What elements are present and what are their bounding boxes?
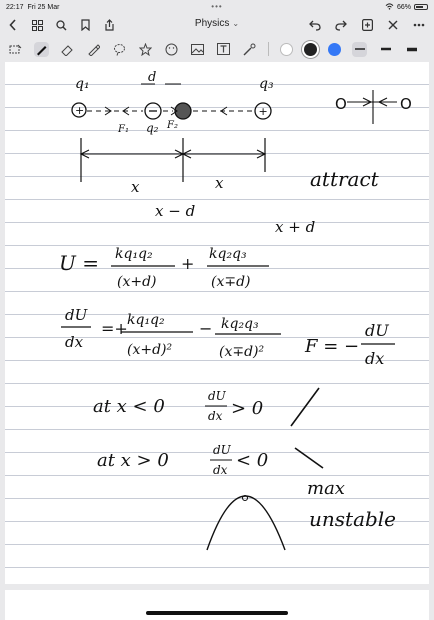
case1-label: at x < 0 — [93, 396, 165, 417]
max-label: max — [307, 478, 345, 499]
case1-dU: dU — [208, 389, 226, 403]
svg-text:+: + — [75, 104, 85, 117]
case1-relation: > 0 — [231, 398, 264, 419]
deriv-equals: =+ — [101, 319, 128, 338]
unstable-label: unstable — [309, 507, 397, 531]
document-title[interactable]: Physics ⌄ — [194, 18, 240, 29]
status-time: 22:17 — [6, 3, 24, 11]
d-top-label: d — [148, 70, 157, 85]
force-label: F = − — [305, 336, 360, 357]
color-swatch-black[interactable] — [304, 43, 317, 56]
x-minus-d-label: x − d — [155, 202, 196, 220]
q2-label: q₂ — [146, 121, 159, 135]
U-term1-denominator: (x+d) — [117, 274, 157, 290]
text-icon[interactable] — [216, 42, 231, 57]
deriv-term1-numerator: kq₁q₂ — [127, 312, 165, 328]
f1-label: F₁ — [118, 124, 129, 135]
parabola-sketch — [207, 496, 285, 550]
svg-text:+: + — [258, 105, 268, 118]
home-indicator[interactable] — [146, 611, 288, 615]
dU-numerator: dU — [65, 306, 88, 324]
redo-icon[interactable] — [334, 18, 348, 32]
deriv-term1-denominator: (x+d)² — [127, 342, 173, 358]
highlighter-icon[interactable] — [86, 42, 101, 57]
add-page-icon[interactable] — [360, 18, 374, 32]
eraser-icon[interactable] — [60, 42, 75, 57]
case2-dx: dx — [213, 463, 228, 477]
case2-relation: < 0 — [236, 450, 269, 471]
force-numerator: dU — [365, 321, 389, 340]
U-term2-denominator: (x∓d) — [211, 274, 251, 290]
chevron-down-icon: ⌄ — [232, 19, 240, 28]
attract-label: attract — [310, 167, 379, 191]
bookmark-icon[interactable] — [78, 18, 92, 32]
deriv-minus: − — [199, 319, 213, 338]
pen-icon[interactable] — [34, 42, 49, 57]
case1-dx: dx — [208, 409, 223, 423]
case2-dU: dU — [213, 443, 231, 457]
close-icon[interactable] — [386, 18, 400, 32]
sticker-icon[interactable] — [164, 42, 179, 57]
multitask-dots-icon[interactable]: ••• — [211, 2, 223, 11]
nav-bar — [0, 14, 434, 36]
lasso-icon[interactable] — [8, 42, 23, 57]
U-plus: + — [181, 254, 195, 273]
share-icon[interactable] — [102, 18, 116, 32]
color-swatch-blue[interactable] — [328, 43, 341, 56]
status-bar — [0, 0, 434, 14]
medium-stroke-icon[interactable] — [378, 42, 393, 57]
image-icon[interactable] — [190, 42, 205, 57]
search-icon[interactable] — [54, 18, 68, 32]
wifi-icon — [385, 3, 394, 12]
thin-stroke-icon[interactable] — [352, 42, 367, 57]
note-page[interactable] — [5, 62, 429, 584]
x-right-label: x — [215, 174, 224, 192]
drawing-toolbar — [0, 36, 434, 62]
next-page[interactable] — [5, 590, 429, 620]
x-plus-d-label: x + d — [275, 218, 316, 236]
more-icon[interactable] — [412, 18, 426, 32]
shapes-icon[interactable] — [138, 42, 153, 57]
deriv-term2-denominator: (x∓d)² — [219, 344, 265, 360]
f2-label: F₂ — [167, 120, 178, 131]
U-term2-numerator: kq₂q₃ — [209, 246, 247, 262]
toolbar-divider — [268, 42, 269, 56]
laser-pointer-icon[interactable] — [242, 42, 257, 57]
x-left-label: x — [131, 178, 140, 196]
handwriting-canvas — [5, 62, 429, 584]
thick-stroke-icon[interactable] — [404, 42, 419, 57]
back-icon[interactable] — [6, 18, 20, 32]
U-term1-numerator: kq₁q₂ — [115, 246, 153, 262]
battery-icon — [414, 4, 428, 10]
q3-label: q₃ — [259, 76, 274, 92]
deriv-term2-numerator: kq₂q₃ — [221, 316, 259, 332]
status-date: Fri 25 Mar — [27, 3, 60, 11]
force-denominator: dx — [365, 349, 385, 368]
battery-percent: 66% — [396, 3, 411, 11]
case2-label: at x > 0 — [97, 450, 169, 471]
svg-text:O: O — [400, 95, 412, 113]
svg-text:O: O — [335, 95, 347, 113]
lasso-select-icon[interactable] — [112, 42, 127, 57]
dx-denominator: dx — [65, 333, 84, 351]
undo-icon[interactable] — [308, 18, 322, 32]
color-swatch-white[interactable] — [280, 43, 293, 56]
q1-label: q₁ — [75, 76, 90, 92]
U-label: U = — [59, 251, 99, 275]
grid-view-icon[interactable] — [30, 18, 44, 32]
